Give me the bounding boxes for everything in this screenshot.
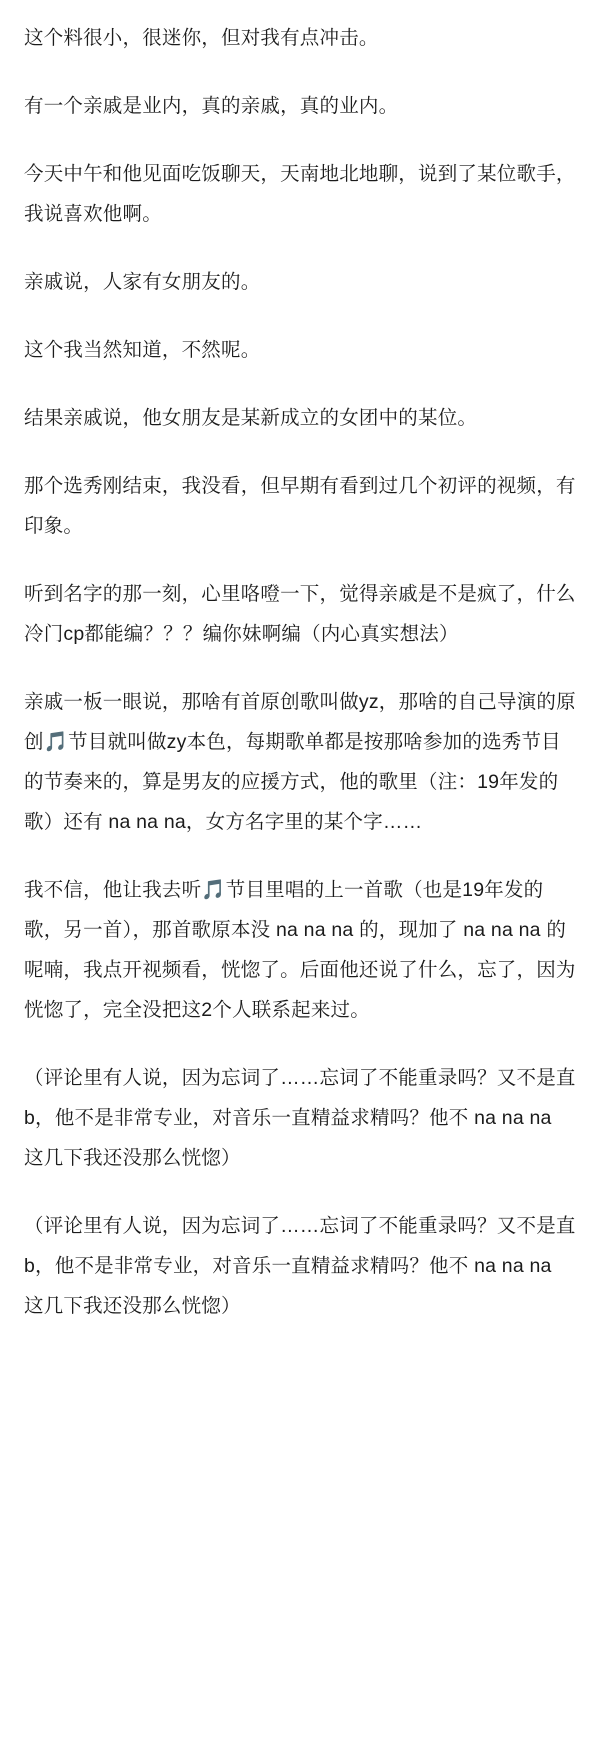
paragraph: 结果亲戚说，他女朋友是某新成立的女团中的某位。: [24, 407, 478, 429]
paragraph: 这个料很小，很迷你，但对我有点冲击。: [24, 27, 379, 49]
paragraph: 今天中午和他见面吃饭聊天，天南地北地聊，说到了某位歌手，我说喜欢他啊。: [24, 163, 576, 225]
paragraph: 亲戚一板一眼说，那啥有首原创歌叫做yz，那啥的自己导演的原创🎵节目就叫做zy本色，每期歌单都是按那啥参加的选秀节目的节奏来的，算是男友的应援方式，他的歌里（注：19年发的歌）还有 na na na，女方名字里的某个字……: [24, 691, 576, 833]
paragraph: 有一个亲戚是业内，真的亲戚，真的业内。: [24, 95, 399, 117]
paragraph: 那个选秀刚结束，我没看，但早期有看到过几个初评的视频，有印象。: [24, 475, 576, 537]
paragraph: 听到名字的那一刻，心里咯噔一下，觉得亲戚是不是疯了，什么冷门cp都能编？？？编你妹啊编（内心真实想法）: [24, 583, 576, 645]
paragraph: （评论里有人说，因为忘词了……忘词了不能重录吗？又不是直b，他不是非常专业，对音乐一直精益求精吗？他不 na na na 这几下我还没那么恍惚）: [24, 1215, 576, 1317]
paragraph: （评论里有人说，因为忘词了……忘词了不能重录吗？又不是直b，他不是非常专业，对音乐一直精益求精吗？他不 na na na 这几下我还没那么恍惚）: [24, 1067, 576, 1169]
paragraph: 亲戚说，人家有女朋友的。: [24, 271, 261, 293]
paragraph: 我不信，他让我去听🎵节目里唱的上一首歌（也是19年发的歌，另一首），那首歌原本没 na na na 的，现加了 na na na 的呢喃，我点开视频看，恍惚了。后面他还说了什么，忘了，因为恍惚了，完全没把这2个人联系起来过。: [24, 879, 576, 1021]
paragraph: 这个我当然知道，不然呢。: [24, 339, 261, 361]
